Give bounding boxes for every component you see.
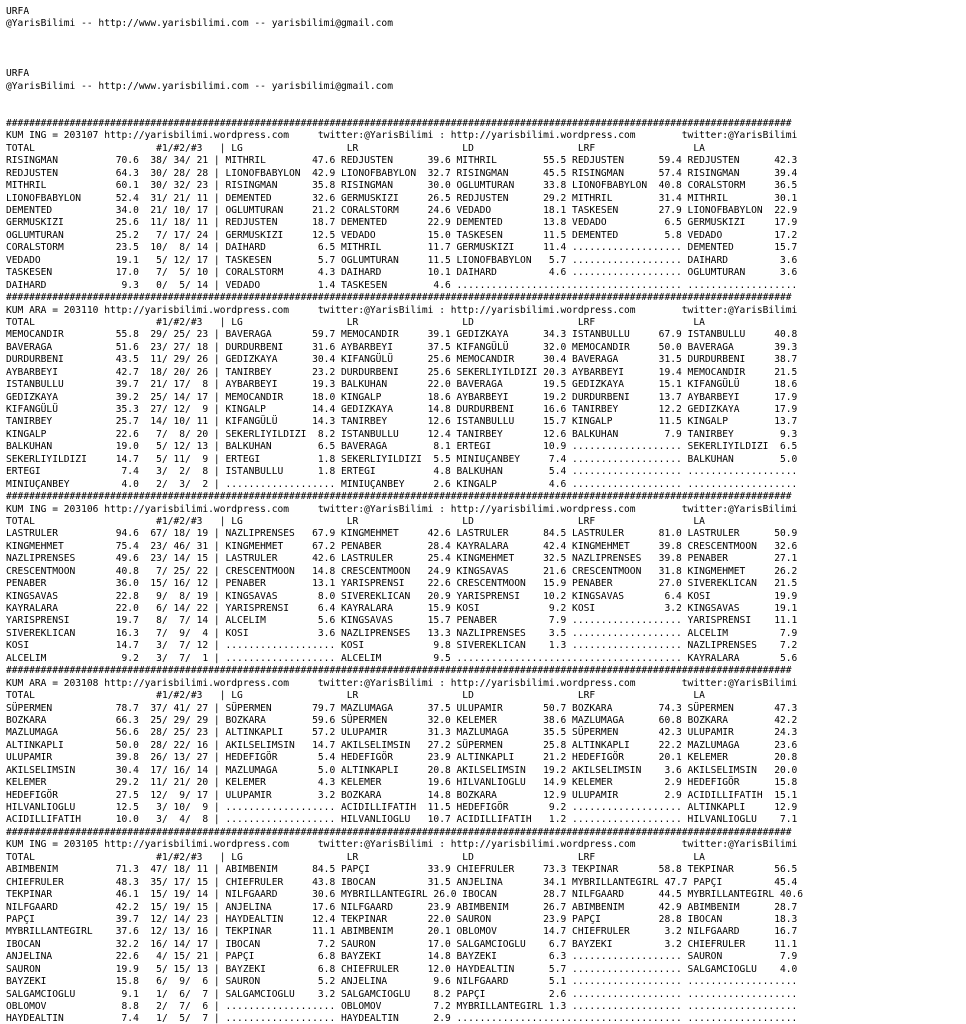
text-line: YARISPRENSI 19.7 8/ 7/ 14 | ALCELIM 5.6 KINGSAVAS 15.7 PENABER 7.9 ................... YARISPRENSI 11.1 xyxy=(6,615,798,627)
text-line: KINGMEHMET 75.4 23/ 46/ 31 | KINGMEHMET 67.2 PENABER 28.4 KAYRALARA 42.4 KINGMEHMET 39.8 CRESCENTMOON 32.6 xyxy=(6,540,798,552)
text-line: DEMENTED 34.0 21/ 10/ 17 | OGLUMTURAN 21.2 CORALSTORM 24.6 VEDADO 18.1 TASKESEN 27.9 LIONOFBABYLON 22.9 xyxy=(6,205,798,216)
text-line: TANIRBEY 25.7 14/ 10/ 11 | KIFANGÜLÜ 14.3 TANIRBEY 12.6 ISTANBULLU 15.7 KINGALP 11.5 KINGALP 13.7 xyxy=(6,416,798,428)
text-line: GEDIZKAYA 39.2 25/ 14/ 17 | MEMOCANDIR 18.0 KINGALP 18.6 AYBARBEYI 19.2 DURDURBENI 13.7 AYBARBEYI 17.9 xyxy=(6,391,798,403)
text-line: ######################################################################################################################################## xyxy=(6,117,792,129)
text-line: BOZKARA 66.3 25/ 29/ 29 | BOZKARA 59.6 SÜPERMEN 32.0 KELEMER 38.6 MAZLUMAGA 60.8 BOZKARA 42.2 xyxy=(6,714,798,726)
text-line: KAYRALARA 22.0 6/ 14/ 22 | YARISPRENSI 6.4 KAYRALARA 15.9 KOSI 9.2 KOSI 3.2 KINGSAVAS 19.1 xyxy=(6,603,798,614)
text-line: URFA xyxy=(6,68,30,80)
text-line: ######################################################################################################################################## xyxy=(6,292,792,304)
text-line: MITHRIL 60.1 30/ 32/ 23 | RISINGMAN 35.8 RISINGMAN 30.0 OGLUMTURAN 33.8 LIONOFBABYLON 40.8 CORALSTORM 36.5 xyxy=(6,180,798,192)
text-line: ALCELIM 9.2 3/ 7/ 1 | ................... ALCELIM 9.5 ....................................... KAYRALARA 5.6 xyxy=(6,652,798,664)
text-line: MYBRILLANTEGIRL 37.6 12/ 13/ 16 | TEKPINAR 11.1 ABIMBENIM 20.1 OBLOMOV 14.7 CHIEFRULER 3.2 NILFGAARD 16.7 xyxy=(6,926,798,938)
text-line: AYBARBEYI 42.7 18/ 20/ 26 | TANIRBEY 23.2 DURDURBENI 25.6 SEKERLIYILDIZI 20.3 AYBARBEYI 19.4 MEMOCANDIR 21.5 xyxy=(6,366,798,378)
text-line: REDJUSTEN 64.3 30/ 28/ 28 | LIONOFBABYLON 42.9 LIONOFBABYLON 32.7 RISINGMAN 45.5 RISINGMAN 57.4 RISINGMAN 39.4 xyxy=(6,167,798,179)
text-line: KOSI 14.7 3/ 7/ 12 | ................... KOSI 9.8 SIVEREKLICAN 1.3 ................... NAZLIPRENSES 7.2 xyxy=(6,640,798,652)
text-line: IBOCAN 32.2 16/ 14/ 17 | IBOCAN 7.2 SAURON 17.0 SALGAMCIOGLU 6.7 BAYZEKI 3.2 CHIEFRULER 11.1 xyxy=(6,938,798,950)
text-line xyxy=(6,31,966,43)
text-line: CHIEFRULER 48.3 35/ 17/ 15 | CHIEFRULER 43.8 IBOCAN 31.5 ANJELINA 34.1 MYBRILLANTEGIRL 47.7 PAPÇI 45.4 xyxy=(6,876,798,888)
text-line: AKILSELIMSIN 30.4 17/ 16/ 14 | MAZLUMAGA 5.0 ALTINKAPLI 20.8 AKILSELIMSIN 19.2 AKILSELIMSIN 3.6 AKILSELIMSIN 20.0 xyxy=(6,764,798,776)
text-line: SEKERLIYILDIZI 14.7 5/ 11/ 9 | ERTEGI 1.8 SEKERLIYILDIZI 5.5 MINIUÇANBEY 7.4 ................... BALKUHAN 5.0 xyxy=(6,453,798,465)
text-line: CORALSTORM 23.5 10/ 8/ 14 | DAIHARD 6.5 MITHRIL 11.7 GERMUSKIZI 11.4 ................... DEMENTED 15.7 xyxy=(6,242,798,254)
text-line: ISTANBULLU 39.7 21/ 17/ 8 | AYBARBEYI 19.3 BALKUHAN 22.0 BAVERAGA 19.5 GEDIZKAYA 15.1 KIFANGÜLÜ 18.6 xyxy=(6,379,798,391)
text-line: ######################################################################################################################################## xyxy=(6,665,792,677)
text-line: ######################################################################################################################################## xyxy=(6,826,792,838)
text-line: DAIHARD 9.3 0/ 5/ 14 | VEDADO 1.4 TASKESEN 4.6 ....................................... ................... xyxy=(6,279,798,291)
text-line: TOTAL #1/#2/#3 | LG LR LD LRF LA xyxy=(6,851,705,863)
text-line: MEMOCANDIR 55.8 29/ 25/ 23 | BAVERAGA 59.7 MEMOCANDIR 39.1 GEDIZKAYA 34.3 ISTANBULLU 67.9 ISTANBULLU 40.8 xyxy=(6,329,798,341)
text-line: KUM ARA = 203108 http://yarisbilimi.wordpress.com twitter:@YarisBilimi : http://yarisbilimi.wordpress.com twitter:@YarisBilimi xyxy=(6,677,798,689)
text-line: BAVERAGA 51.6 23/ 27/ 18 | DURDURBENI 31.6 AYBARBEYI 37.5 KIFANGÜLÜ 32.0 MEMOCANDIR 50.0 BAVERAGA 39.3 xyxy=(6,341,798,353)
text-line: PENABER 36.0 15/ 16/ 12 | PENABER 13.1 YARISPRENSI 22.6 CRESCENTMOON 15.9 PENABER 27.0 SIVEREKLICAN 21.5 xyxy=(6,578,798,590)
text-line: ULUPAMIR 39.8 26/ 13/ 27 | HEDEFIGÖR 5.4 HEDEFIGÖR 23.9 ALTINKAPLI 21.2 HEDEFIGÖR 20.1 KELEMER 20.8 xyxy=(6,752,798,764)
text-line: NILFGAARD 42.2 15/ 19/ 15 | ANJELINA 17.6 NILFGAARD 23.9 ABIMBENIM 26.7 ABIMBENIM 42.9 ABIMBENIM 28.7 xyxy=(6,901,798,913)
text-line: SIVEREKLICAN 16.3 7/ 9/ 4 | KOSI 3.6 NAZLIPRENSES 13.3 NAZLIPRENSES 3.5 ................... ALCELIM 7.9 xyxy=(6,627,798,639)
text-line: KUM ING = 203107 http://yarisbilimi.wordpress.com twitter:@YarisBilimi : http://yarisbilimi.wordpress.com twitter:@YarisBilimi xyxy=(6,130,798,142)
text-line: ANJELINA 22.6 4/ 15/ 21 | PAPÇI 6.8 BAYZEKI 14.8 BAYZEKI 6.3 ................... SAURON 7.9 xyxy=(6,951,798,963)
text-line: SAURON 19.9 5/ 15/ 13 | BAYZEKI 6.8 CHIEFRULER 12.0 HAYDEALTIN 5.7 ................... SALGAMCIOGLU 4.0 xyxy=(6,963,798,975)
text-line: @YarisBilimi -- http://www.yarisbilimi.com -- yarisbilimi@gmail.com xyxy=(6,18,393,30)
text-line: URFA xyxy=(6,6,30,17)
text-line: TOTAL #1/#2/#3 | LG LR LD LRF LA xyxy=(6,142,705,154)
text-line: SÜPERMEN 78.7 37/ 41/ 27 | SÜPERMEN 79.7 MAZLUMAGA 37.5 ULUPAMIR 50.7 BOZKARA 74.3 SÜPERMEN 47.3 xyxy=(6,702,798,714)
text-line: OGLUMTURAN 25.2 7/ 17/ 24 | GERMUSKIZI 12.5 VEDADO 15.0 TASKESEN 11.5 DEMENTED 5.8 VEDADO 17.2 xyxy=(6,229,798,241)
text-line xyxy=(6,56,966,68)
text-line: ALTINKAPLI 50.0 28/ 22/ 16 | AKILSELIMSIN 14.7 AKILSELIMSIN 27.2 SÜPERMEN 25.8 ALTINKAPLI 22.2 MAZLUMAGA 23.6 xyxy=(6,739,798,751)
text-line xyxy=(6,43,966,55)
text-line xyxy=(6,106,966,118)
text-line: BALKUHAN 19.0 5/ 12/ 13 | BALKUHAN 6.5 BAVERAGA 8.1 ERTEGI 10.9 ................... SEKERLIYILDIZI 6.5 xyxy=(6,441,798,453)
text-line: ABIMBENIM 71.3 47/ 18/ 11 | ABIMBENIM 84.5 PAPÇI 33.9 CHIEFRULER 73.3 TEKPINAR 58.8 TEKPINAR 56.5 xyxy=(6,864,798,876)
text-line: KELEMER 29.2 11/ 21/ 20 | KELEMER 4.3 KELEMER 19.6 HILVANLIOGLU 14.9 KELEMER 2.9 HEDEFIGÖR 15.8 xyxy=(6,777,798,789)
text-line: BAYZEKI 15.8 6/ 9/ 6 | SAURON 5.2 ANJELINA 9.6 NILFGAARD 5.1 ................... ................... xyxy=(6,976,798,988)
text-line: KINGALP 22.6 7/ 8/ 20 | SEKERLIYILDIZI 8.2 ISTANBULLU 12.4 TANIRBEY 12.6 BALKUHAN 7.9 TANIRBEY 9.3 xyxy=(6,428,798,440)
text-line: DURDURBENI 43.5 11/ 29/ 26 | GEDIZKAYA 30.4 KIFANGÜLÜ 25.6 MEMOCANDIR 30.4 BAVERAGA 31.5 DURDURBENI 38.7 xyxy=(6,354,798,366)
text-line: TASKESEN 17.0 7/ 5/ 10 | CORALSTORM 4.3 DAIHARD 10.1 DAIHARD 4.6 ................... OGLUMTURAN 3.6 xyxy=(6,267,798,279)
text-line: KUM ING = 203105 http://yarisbilimi.wordpress.com twitter:@YarisBilimi : http://yarisbilimi.wordpress.com twitter:@YarisBilimi xyxy=(6,839,798,851)
text-line: TOTAL #1/#2/#3 | LG LR LD LRF LA xyxy=(6,316,705,328)
text-line: MAZLUMAGA 56.6 28/ 25/ 23 | ALTINKAPLI 57.2 ULUPAMIR 31.3 MAZLUMAGA 35.5 SÜPERMEN 42.3 ULUPAMIR 24.3 xyxy=(6,727,798,739)
text-line: ERTEGI 7.4 3/ 2/ 8 | ISTANBULLU 1.8 ERTEGI 4.8 BALKUHAN 5.4 ................... ................... xyxy=(6,466,798,478)
text-line xyxy=(6,93,966,105)
text-line: TOTAL #1/#2/#3 | LG LR LD LRF LA xyxy=(6,515,705,527)
text-line: HEDEFIGÖR 27.5 12/ 9/ 17 | ULUPAMIR 3.2 BOZKARA 14.8 BOZKARA 12.9 ULUPAMIR 2.9 ACIDILLIFATIH 15.1 xyxy=(6,789,798,801)
text-line: RISINGMAN 70.6 38/ 34/ 21 | MITHRIL 47.6 REDJUSTEN 39.6 MITHRIL 55.5 REDJUSTEN 59.4 REDJUSTEN 42.3 xyxy=(6,155,798,167)
text-line: MINIUÇANBEY 4.0 2/ 3/ 2 | ................... MINIUÇANBEY 2.6 KINGALP 4.6 ................... ................... xyxy=(6,478,798,490)
text-line: TEKPINAR 46.1 15/ 19/ 14 | NILFGAARD 30.6 MYBRILLANTEGIRL 26.0 IBOCAN 28.7 NILFGAARD 44.5 MYBRILLANTEGIRL 40.6 xyxy=(6,889,804,901)
text-line: HAYDEALTIN 7.4 1/ 5/ 7 | ................... HAYDEALTIN 2.9 ....................................... ................... xyxy=(6,1013,798,1024)
text-line: GERMUSKIZI 25.6 11/ 18/ 11 | REDJUSTEN 18.7 DEMENTED 22.9 DEMENTED 13.8 VEDADO 6.5 GERMUSKIZI 17.9 xyxy=(6,217,798,229)
text-line: @YarisBilimi -- http://www.yarisbilimi.com -- yarisbilimi@gmail.com xyxy=(6,80,393,92)
text-line: LASTRULER 94.6 67/ 18/ 19 | NAZLIPRENSES 67.9 KINGMEHMET 42.6 LASTRULER 84.5 LASTRULER 81.0 LASTRULER 50.9 xyxy=(6,528,798,540)
text-line: SALGAMCIOGLU 9.1 1/ 6/ 7 | SALGAMCIOGLU 3.2 SALGAMCIOGLU 8.2 PAPÇI 2.6 ................... ................... xyxy=(6,988,798,1000)
text-line: KUM ARA = 203110 http://yarisbilimi.wordpress.com twitter:@YarisBilimi : http://yarisbilimi.wordpress.com twitter:@YarisBilimi xyxy=(6,304,798,316)
text-line: HILVANLIOGLU 12.5 3/ 10/ 9 | ................... ACIDILLIFATIH 11.5 HEDEFIGÖR 9.2 ................... ALTINKAPLI 12.9 xyxy=(6,802,798,813)
text-line: KINGSAVAS 22.8 9/ 8/ 19 | KINGSAVAS 8.0 SIVEREKLICAN 20.9 YARISPRENSI 10.2 KINGSAVAS 6.4 KOSI 19.9 xyxy=(6,590,798,602)
text-line: KUM ING = 203106 http://yarisbilimi.wordpress.com twitter:@YarisBilimi : http://yarisbilimi.wordpress.com twitter:@YarisBilimi xyxy=(6,503,798,515)
text-line: TOTAL #1/#2/#3 | LG LR LD LRF LA xyxy=(6,690,705,702)
text-line: VEDADO 19.1 5/ 12/ 17 | TASKESEN 5.7 OGLUMTURAN 11.5 LIONOFBABYLON 5.7 ................... DAIHARD 3.6 xyxy=(6,254,798,266)
text-line: LIONOFBABYLON 52.4 31/ 21/ 11 | DEMENTED 32.6 GERMUSKIZI 26.5 REDJUSTEN 29.2 MITHRIL 31.4 MITHRIL 30.1 xyxy=(6,192,798,204)
text-line: CRESCENTMOON 40.8 7/ 25/ 22 | CRESCENTMOON 14.8 CRESCENTMOON 24.9 KINGSAVAS 21.6 CRESCENTMOON 31.8 KINGMEHMET 26.2 xyxy=(6,565,798,577)
text-line: PAPÇI 39.7 12/ 14/ 23 | HAYDEALTIN 12.4 TEKPINAR 22.0 SAURON 23.9 PAPÇI 28.8 IBOCAN 18.3 xyxy=(6,913,798,925)
text-line: ######################################################################################################################################## xyxy=(6,491,792,503)
text-line: OBLOMOV 8.8 2/ 7/ 6 | ................... OBLOMOV 7.2 MYBRILLANTEGIRL 1.3 ................... ................... xyxy=(6,1001,798,1012)
text-line: NAZLIPRENSES 49.6 23/ 14/ 15 | LASTRULER 42.6 LASTRULER 25.4 KINGMEHMET 32.5 NAZLIPRENSES 39.8 PENABER 27.1 xyxy=(6,553,798,565)
text-line: ACIDILLIFATIH 10.0 3/ 4/ 8 | ................... HILVANLIOGLU 10.7 ACIDILLIFATIH 1.2 ................... HILVANLIOGLU 7.1 xyxy=(6,814,798,826)
text-line: KIFANGÜLÜ 35.3 27/ 12/ 9 | KINGALP 14.4 GEDIZKAYA 14.8 DURDURBENI 16.6 TANIRBEY 12.2 GEDIZKAYA 17.9 xyxy=(6,404,798,415)
